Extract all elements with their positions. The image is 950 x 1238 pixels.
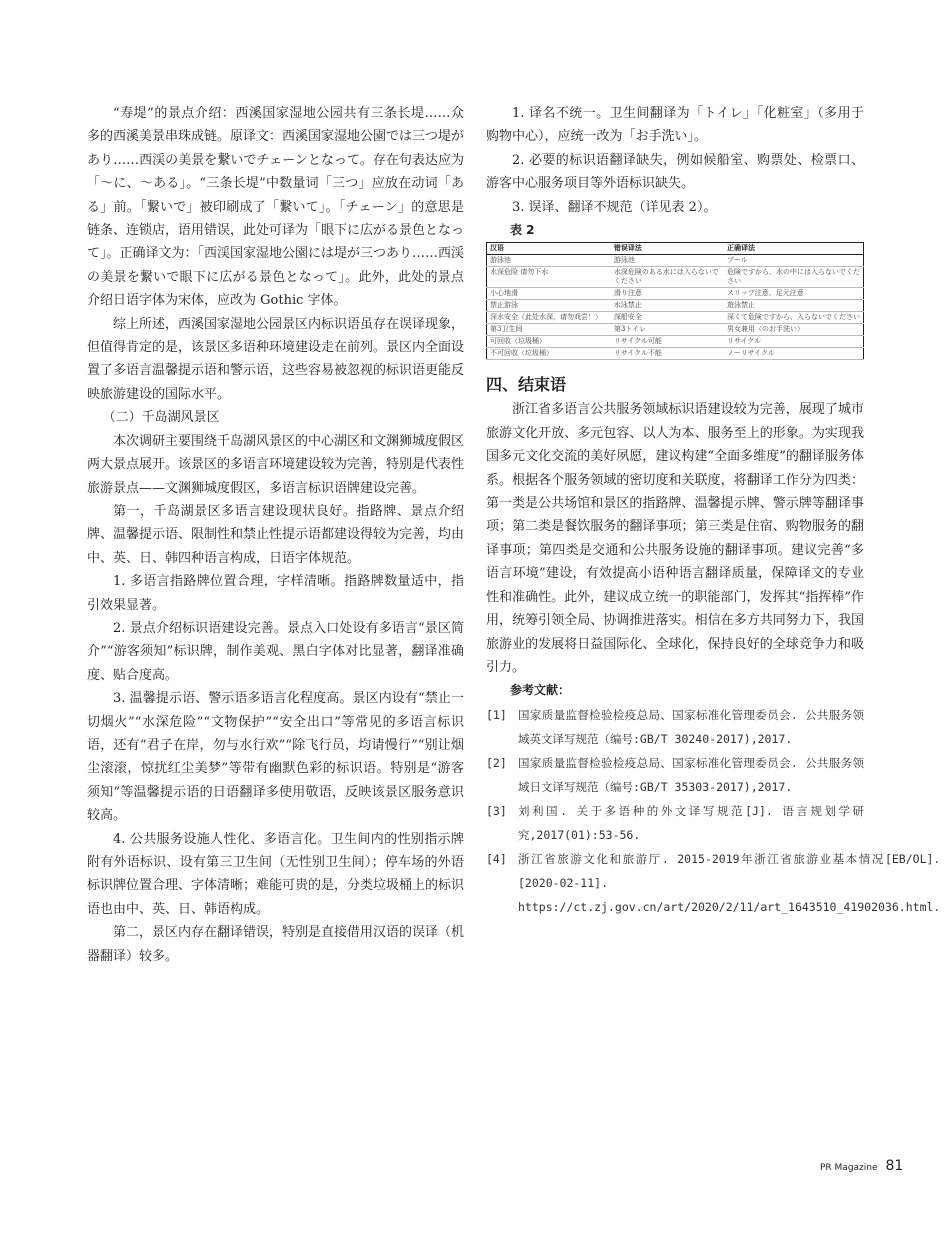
table-row	[487, 324, 864, 336]
paragraph: 4. 公共服务设施人性化、多语言化。卫生间内的性别指示牌附有外语标识、设有第三卫生间（无性别卫生间）；停车场的外语标识牌位置合理、字体清晰；难能可贵的是，分类垃圾桶上的标识语也由中、英、日、韩语构成。	[87, 831, 465, 917]
table-cell: 小心地滑	[487, 288, 611, 300]
reference-text: 国家质量监督检验检疫总局、国家标准化管理委员会. 公共服务领域日文译写规范（编号:GB/T 35303-2017),2017.	[518, 755, 864, 794]
reference-item	[486, 799, 864, 847]
table-header: 汉语	[487, 243, 611, 255]
table-cell: 游泳池	[487, 255, 611, 267]
table-row	[487, 267, 864, 288]
table-cell: 第3卫生间	[487, 324, 611, 336]
table-cell: 游泳池	[611, 255, 724, 267]
table-cell: 禁止游泳	[487, 300, 611, 312]
subsection-heading: （二）千岛湖风景区	[102, 410, 220, 426]
references-title: 参考文献：	[510, 683, 571, 698]
table-cell: 深船安全	[611, 312, 724, 324]
paragraph: 3. 误译、翻译不规范（详见表 2）。	[512, 199, 717, 215]
table-header: 正确译法	[724, 243, 864, 255]
translation-table	[486, 242, 864, 360]
table-cell: スリップ注意、足元注意	[724, 288, 864, 300]
reference-item	[486, 703, 864, 751]
table-cell: 男女兼用（のお手洗い）	[724, 324, 864, 336]
page-number: 81	[885, 1158, 904, 1174]
magazine-name: PR Magazine	[820, 1163, 878, 1173]
table-row	[487, 312, 864, 324]
table-cell: 深くて危険ですから、入らないでください	[724, 312, 864, 324]
table-cell: 遊泳禁止	[724, 300, 864, 312]
table-cell: リサイクル	[724, 336, 864, 348]
paragraph: 本次调研主要围绕千岛湖风景区的中心湖区和文渊狮城度假区两大景点展开。该景区的多语言环境建设较为完善，特别是代表性旅游景点——文渊狮城度假区，多语言标识语牌建设完善。	[87, 433, 465, 496]
table-row	[487, 336, 864, 348]
table-cell: 水深危险 请勿下水	[487, 267, 611, 288]
paragraph: 综上所述，西溪国家湿地公园景区内标识语虽存在误译现象，但值得肯定的是，该景区多语种环境建设走在前列。景区内全面设置了多语言温馨提示语和警示语，这些容易被忽视的标识语更能反映旅游建设的国际水平。	[87, 316, 465, 402]
table-cell: 危険ですから、水の中には入らないでください	[724, 267, 864, 288]
table-cell: プール	[724, 255, 864, 267]
table-cell: リサイクル不能	[611, 348, 724, 360]
paragraph: 2. 必要的标识语翻译缺失，例如候船室、购票处、检票口、游客中心服务项目等外语标识缺失。	[486, 152, 864, 192]
reference-number: [4]	[486, 851, 507, 866]
page-footer	[820, 1158, 903, 1174]
paragraph: 3. 温馨提示语、警示语多语言化程度高。景区内设有“禁止一切烟火”“水深危险”“文物保护”“安全出口”等常见的多语言标识语，还有“君子在岸，勿与水行欢”“除飞行员，均请慢行”“别让烟尘滚滚，惊扰红尘美梦”等带有幽默色彩的标识语。特别是“游客须知”等温馨提示语的日语翻译多使用敬语，反映该景区服务意识较高。	[87, 691, 464, 824]
paragraph: 2. 景点介绍标识语建设完善。景点入口处设有多语言“景区简介”“游客须知”标识牌，制作美观、黑白字体对比显著，翻译准确度、贴合度高。	[87, 620, 464, 683]
reference-item	[486, 847, 941, 919]
reference-text: 国家质量监督检验检疫总局、国家标准化管理委员会. 公共服务领域英文译写规范（编号:GB/T 30240-2017),2017.	[518, 707, 864, 746]
table-row	[487, 255, 864, 267]
section-heading: 四、结束语	[486, 375, 567, 395]
table-header: 错误译法	[611, 243, 724, 255]
table-row	[487, 288, 864, 300]
right-column	[486, 102, 941, 919]
table-cell: 深水安全（此处水深，请勿戏尝！）	[487, 312, 611, 324]
table-cell: 水泳禁止	[611, 300, 724, 312]
paragraph: 浙江省多语言公共服务领域标识语建设较为完善，展现了城市旅游文化开放、多元包容、以人为本、服务至上的形象。为实现我国多元文化交流的美好夙愿，建议构建“全面多维度”的翻译服务体系。根据各个服务领域的密切度和关联度，将翻译工作分为四类：第一类是公共场馆和景区的指路牌、温馨提示牌、警示牌等翻译事项；第二类是餐饮服务的翻译事项；第三类是住宿、购物服务的翻译事项；第四类是交通和公共服务设施的翻译事项。建议完善“多语言环境”建设，有效提高小语种语言翻译质量，保障译文的专业性和准确性。此外，建议成立统一的职能部门，发挥其“指挥棒”作用，统筹引领全局、协调推进落实。相信在多方共同努力下，我国旅游业的发展将日益国际化、全球化，保持良好的全球竞争力和吸引力。	[486, 402, 864, 675]
reference-text: 浙江省旅游文化和旅游厅. 2015-2019年浙江省旅游业基本情况[EB/OL]. [2020-02-11]. https://ct.zj.gov.cn/art/2020/2/11/art_1643510_41902036.html.	[518, 851, 941, 914]
reference-number: [1]	[486, 707, 507, 722]
paragraph: 1. 译名不统一。卫生间翻译为「トイレ」「化粧室」（多用于购物中心），应统一改为「お手洗い」。	[486, 106, 864, 145]
table-cell: 不可回收（垃圾桶）	[487, 348, 611, 360]
table-row	[487, 300, 864, 312]
reference-number: [3]	[486, 803, 507, 818]
reference-item	[486, 751, 864, 799]
table-title: 表 2	[510, 223, 535, 238]
table-cell: ノーリサイクル	[724, 348, 864, 360]
table-row	[487, 348, 864, 360]
reference-number: [2]	[486, 755, 507, 770]
paragraph: 第一，千岛湖景区多语言建设现状良好。指路牌、景点介绍牌、温馨提示语、限制性和禁止性提示语都建设得较为完善，均由中、英、日、韩四种语言构成，日语字体规范。	[87, 503, 465, 566]
left-column	[87, 102, 464, 968]
table-cell: 可回收（垃圾桶）	[487, 336, 611, 348]
paragraph: 1. 多语言指路牌位置合理，字样清晰。指路牌数量适中，指引效果显著。	[87, 574, 464, 613]
table-header-row	[487, 243, 864, 255]
table-cell: リサイクル可能	[611, 336, 724, 348]
reference-text: 刘利国. 关于多语种的外文译写规范[J]. 语言规划学研究,2017(01):53-56.	[518, 803, 864, 842]
paragraph: 第二，景区内存在翻译错误，特别是直接借用汉语的误译（机器翻译）较多。	[87, 925, 465, 964]
table-cell: 第3トイレ	[611, 324, 724, 336]
paragraph: “寿堤”的景点介绍：西溪国家湿地公园共有三条长堤……众多的西溪美景串珠成链。原译文：西溪国家湿地公園では三つ堤があり……西渓の美景を繋いでチェーンとなって。存在句表达应为「～に、～ある」。“三条长堤”中数量词「三つ」应放在动词「ある」前。「繋いで」被印刷成了「繋いて」。「チェーン」的意思是链条、连锁店，语用错误，此处可译为「眼下に広がる景色となって」。正确译文为：「西渓国家湿地公園には堤が三つあり……西渓の美景を繋いで眼下に広がる景色となって」。此外，此处的景点介绍日语字体为宋体，应改为 Gothic 字体。	[87, 106, 465, 309]
table-cell: 水深危険のある水には入らないでください	[611, 267, 724, 288]
table-cell: 滑り注意	[611, 288, 724, 300]
